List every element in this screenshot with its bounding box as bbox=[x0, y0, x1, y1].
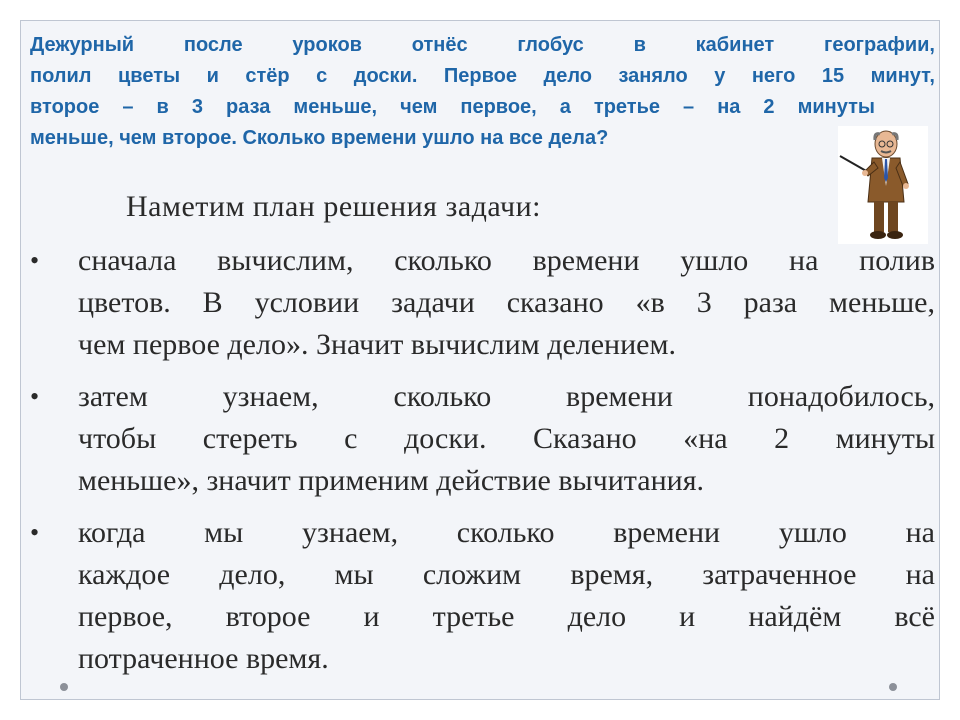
bullet-line: цветов. В условии задачи сказано «в 3 раза меньше, bbox=[78, 286, 935, 319]
bullet-line: меньше», значит применим действие вычитания. bbox=[78, 464, 704, 497]
problem-line: второе – в 3 раза меньше, чем первое, а третье – на 2 минуты bbox=[30, 96, 875, 118]
bullet-line: потраченное время. bbox=[78, 642, 329, 675]
bullet-line: чем первое дело». Значит вычислим делением. bbox=[78, 328, 676, 361]
list-item bbox=[30, 512, 935, 680]
problem-line: меньше, чем второе. Сколько времени ушло на все дела? bbox=[30, 127, 609, 149]
bullet-icon: • bbox=[30, 518, 40, 547]
list-item bbox=[30, 376, 935, 502]
solution-plan-list bbox=[30, 240, 935, 690]
list-item bbox=[30, 240, 935, 366]
teacher-with-pointer-icon bbox=[838, 126, 928, 244]
plan-title: Наметим план решения задачи: bbox=[126, 190, 541, 223]
bullet-icon: • bbox=[30, 246, 40, 275]
problem-line: Дежурный после уроков отнёс глобус в кабинет географии, bbox=[30, 34, 935, 56]
bullet-line: каждое дело, мы сложим время, затраченное на bbox=[78, 558, 935, 591]
bullet-line: первое, второе и третье дело и найдём всё bbox=[78, 600, 935, 633]
problem-statement bbox=[30, 30, 935, 154]
bullet-line: затем узнаем, сколько времени понадобилось, bbox=[78, 380, 935, 413]
bullet-line: сначала вычислим, сколько времени ушло на полив bbox=[78, 244, 935, 277]
bullet-icon: • bbox=[30, 382, 40, 411]
bullet-line: чтобы стереть с доски. Сказано «на 2 минуты bbox=[78, 422, 935, 455]
bullet-line: когда мы узнаем, сколько времени ушло на bbox=[78, 516, 935, 549]
problem-line: полил цветы и стёр с доски. Первое дело заняло у него 15 минут, bbox=[30, 65, 935, 87]
